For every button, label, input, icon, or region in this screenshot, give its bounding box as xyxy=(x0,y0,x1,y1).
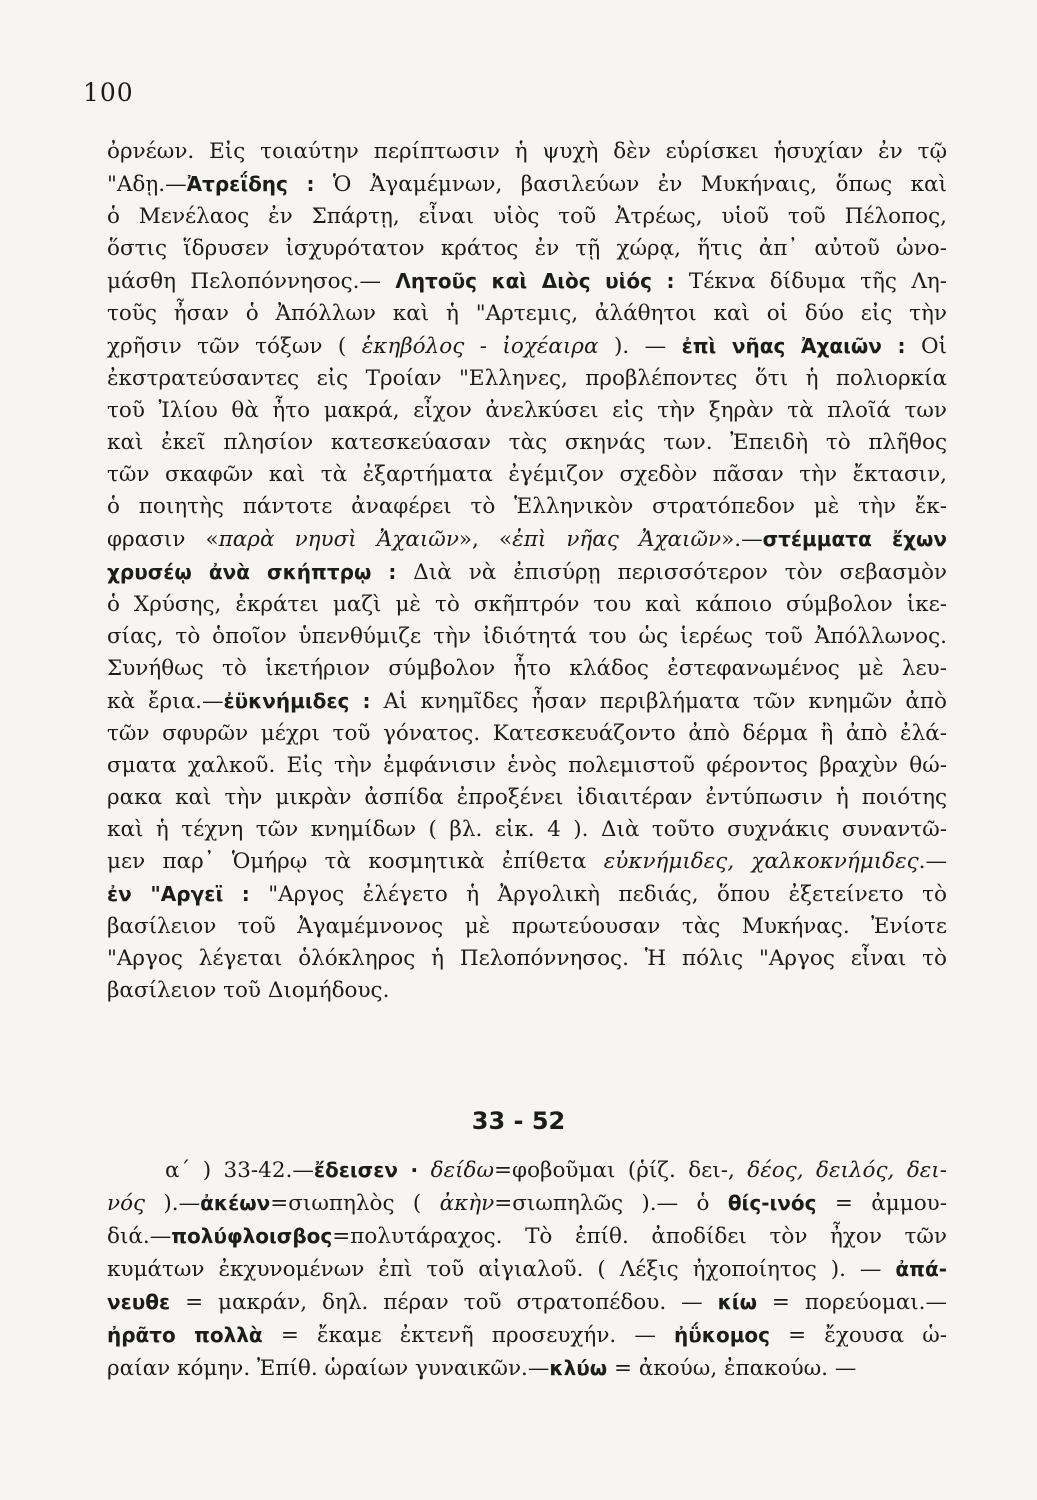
text-run: τοῦ Ἰλίου θὰ ἦτο μακρά, εἶχον ἀνελκύσει εἰς τὴν ξηρὰν τὰ πλοῖά των xyxy=(107,398,947,423)
text-run: = πορεύομαι.— xyxy=(756,1290,947,1315)
italic-phrase: ἐπὶ νῆας Ἀχαιῶν xyxy=(512,527,722,552)
text-line xyxy=(107,846,947,878)
text-run: =σιωπηλὸς ( xyxy=(270,1191,440,1216)
text-run: φρασιν « xyxy=(107,527,219,552)
text-run: καὶ ἡ τέχνη τῶν κνημίδων ( βλ. εἰκ. 4 ). Διὰ τοῦτο συχνάκις συναντῶ- xyxy=(107,817,947,842)
text-line xyxy=(107,782,947,814)
lemma-term: κίω xyxy=(717,1290,757,1314)
text-run: σματα χαλκοῦ. Εἰς τὴν ἐμφάνισιν ἑνὸς πολεμιστοῦ φέροντος βραχὺν θώ- xyxy=(107,753,947,778)
text-run: διά.— xyxy=(107,1224,172,1249)
text-line xyxy=(107,975,947,1007)
text-line xyxy=(107,201,947,233)
text-run: =φοβοῦμαι (ῥίζ. δει-, xyxy=(494,1158,748,1183)
text-run: = ἀκούω, ἐπακούω. — xyxy=(607,1356,857,1381)
text-line xyxy=(107,943,947,975)
section-heading: 33 - 52 xyxy=(471,1107,566,1135)
italic-phrase: παρὰ νηυσὶ Ἀχαιῶν xyxy=(218,527,459,552)
text-run: Οἱ xyxy=(905,334,947,359)
italic-phrase: νός xyxy=(107,1191,146,1216)
text-run: ραίαν κόμην. Ἐπίθ. ὡραίων γυναικῶν.— xyxy=(107,1356,550,1381)
text-line xyxy=(107,814,947,846)
text-run: =σιωπηλῶς ).— ὁ xyxy=(494,1191,728,1216)
text-run: τῶν σφυρῶν μέχρι τοῦ γόνατος. Κατεσκευάζοντο ἀπὸ δέρμα ἢ ἀπὸ ἐλά- xyxy=(107,721,947,746)
text-run: ὁ Χρύσης, ἐκράτει μαζὶ μὲ τὸ σκῆπτρόν του καὶ κάποιο σύμβολον ἱκε- xyxy=(107,592,947,617)
text-line xyxy=(107,1154,947,1187)
italic-phrase: δέος, δειλός, δει- xyxy=(747,1158,947,1183)
text-line xyxy=(107,459,947,491)
text-run: ὁ ποιητὴς πάντοτε ἀναφέρει τὸ Ἑλληνικὸν στρατόπεδον μὲ τὴν ἔκ- xyxy=(107,494,947,519)
text-run: ). — xyxy=(598,334,682,359)
text-run: ».— xyxy=(721,527,763,552)
text-run: βασίλειον τοῦ Διομήδους. xyxy=(107,978,390,1003)
text-run: ὀρνέων. Εἰς τοιαύτην περίπτωσιν ἡ ψυχὴ δὲν εὑρίσκει ἡσυχίαν ἐν τῷ xyxy=(107,139,947,164)
text-line xyxy=(107,330,947,363)
text-run: ).— xyxy=(145,1191,201,1216)
lemma-term: ἔδεισεν · xyxy=(313,1158,419,1182)
text-line xyxy=(107,621,947,653)
text-line xyxy=(107,265,947,298)
lemma-term: νευθε xyxy=(107,1290,171,1314)
text-line xyxy=(107,523,947,556)
commentary-paragraph-1 xyxy=(107,136,947,1007)
lemma-term: ἐϋκνήμιδες : xyxy=(223,689,371,713)
text-run: χρῆσιν τῶν τόξων ( xyxy=(107,334,362,359)
text-line xyxy=(107,1286,947,1319)
italic-phrase: εὐκνήμιδες, χαλκοκνήμιδες xyxy=(603,849,919,874)
text-line xyxy=(107,589,947,621)
text-run: », « xyxy=(458,527,513,552)
text-run: Ὁ Ἀγαμέμνων, βασιλεύων ἐν Μυκήναις, ὅπως καὶ xyxy=(314,172,947,197)
text-run: Διὰ νὰ ἐπισύρῃ περισσότερον τὸν σεβασμὸν xyxy=(396,560,947,585)
text-line xyxy=(107,491,947,523)
text-run: Αἱ κνημῖδες ἦσαν περιβλήματα τῶν κνημῶν ἀπὸ xyxy=(370,689,947,714)
text-run xyxy=(418,1158,430,1183)
text-run: σίας, τὸ ὁποῖον ὑπενθύμιζε τὴν ἰδιότητά του ὡς ἱερέως τοῦ Ἀπόλλωνος. xyxy=(107,624,947,649)
text-run: α΄ ) 33-42.— xyxy=(165,1158,314,1183)
text-line xyxy=(107,653,947,685)
text-run: καὶ ἐκεῖ πλησίον κατεσκεύασαν τὰς σκηνάς των. Ἐπειδὴ τὸ πλῆθος xyxy=(107,430,947,455)
commentary-paragraph-2 xyxy=(107,1154,947,1385)
lemma-term: πολύφλοισβος xyxy=(171,1224,333,1248)
italic-phrase: ἑκηβόλος - ἰοχέαιρα xyxy=(361,334,599,359)
lemma-term: κλύω xyxy=(549,1356,608,1380)
text-run: = ἔκαμε ἐκτενῆ προσευχήν. — xyxy=(262,1323,674,1348)
text-run: μεν παρ᾽ Ὁμήρῳ τὰ κοσμητικὰ ἐπίθετα xyxy=(107,849,604,874)
text-run: = ἀμμου- xyxy=(816,1191,947,1216)
text-line xyxy=(107,1187,947,1220)
text-line xyxy=(107,685,947,718)
lemma-term: ἀκέων xyxy=(200,1191,271,1215)
text-line xyxy=(107,233,947,265)
text-line xyxy=(107,168,947,201)
text-line xyxy=(107,556,947,589)
lemma-term: ἐν "Αργεϊ : xyxy=(107,882,250,906)
text-run: Τέκνα δίδυμα τῆς Λη- xyxy=(674,269,947,294)
text-line xyxy=(107,1253,947,1286)
text-line xyxy=(107,136,947,168)
lemma-term: ἠΰκομος xyxy=(674,1323,771,1347)
text-run: ὁ Μενέλαος ἐν Σπάρτῃ, εἶναι υἱὸς τοῦ Ἀτρέως, υἱοῦ τοῦ Πέλοπος, xyxy=(107,204,947,229)
text-line xyxy=(107,298,947,330)
text-run: = μακράν, δηλ. πέραν τοῦ στρατοπέδου. — xyxy=(170,1290,718,1315)
text-line xyxy=(107,878,947,911)
lemma-term: Λητοῦς καὶ Διὸς υἱός : xyxy=(395,269,675,293)
text-run: "Αργος ἐλέγετο ἡ Ἀργολικὴ πεδιάς, ὅπου ἐξετείνετο τὸ xyxy=(249,882,947,907)
text-line xyxy=(107,911,947,943)
italic-phrase: ἀκὴν xyxy=(439,1191,495,1216)
text-run: ὅστις ἵδρυσεν ἰσχυρότατον κράτος ἐν τῇ χώρᾳ, ἥτις ἀπ᾽ αὐτοῦ ὠνο- xyxy=(107,236,947,261)
lemma-term: Ἀτρεΐδης : xyxy=(186,172,315,196)
lemma-term: χρυσέῳ ἀνὰ σκήπτρῳ : xyxy=(107,560,397,584)
text-run: "Αργος λέγεται ὁλόκληρος ἡ Πελοπόννησος. Ἡ πόλις "Αργος εἶναι τὸ xyxy=(107,946,947,971)
lemma-term: ἐπὶ νῆας Ἀχαιῶν : xyxy=(681,334,906,358)
text-run: =πολυτάραχος. Τὸ ἐπίθ. ἀποδίδει τὸν ἦχον τῶν xyxy=(332,1224,947,1249)
lemma-term: ἀπά- xyxy=(895,1257,947,1281)
text-run: ἐκστρατεύσαντες εἰς Τροίαν "Ελληνες, προβλέποντες ὅτι ἡ πολιορκία xyxy=(107,366,947,391)
lemma-term: στέμματα ἔχων xyxy=(762,527,947,551)
lemma-term: ἠρᾶτο πολλὰ xyxy=(107,1323,263,1347)
text-run: Συνήθως τὸ ἱκετήριον σύμβολον ἦτο κλάδος ἐστεφανωμένος μὲ λευ- xyxy=(107,656,947,681)
lemma-term: θίς-ινός xyxy=(727,1191,817,1215)
text-line xyxy=(107,1220,947,1253)
text-line xyxy=(107,363,947,395)
text-line xyxy=(107,718,947,750)
page-number: 100 xyxy=(83,78,134,107)
text-line xyxy=(107,1319,947,1352)
text-line xyxy=(107,750,947,782)
text-run: = ἔχουσα ὡ- xyxy=(770,1323,947,1348)
italic-phrase: δείδω xyxy=(430,1158,495,1183)
text-line xyxy=(107,1352,947,1385)
text-run: .— xyxy=(918,849,947,874)
text-run: ρακα καὶ τὴν μικρὰν ἀσπίδα ἐπροξένει ἰδιαιτέραν ἐντύπωσιν ἡ ποιότης xyxy=(107,785,947,810)
text-run: τοῦς ἦσαν ὁ Ἀπόλλων καὶ ἡ "Αρτεμις, ἀλάθητοι καὶ οἱ δύο εἰς τὴν xyxy=(107,301,947,326)
text-run: κυμάτων ἐκχυνομένων ἐπὶ τοῦ αἰγιαλοῦ. ( Λέξις ἠχοποίητος ). — xyxy=(107,1257,896,1282)
text-run: βασίλειον τοῦ Ἀγαμέμνονος μὲ πρωτεύουσαν τὰς Μυκήνας. Ἐνίοτε xyxy=(107,914,947,939)
text-run: "Αδῃ.— xyxy=(107,172,187,197)
text-run: τῶν σκαφῶν καὶ τὰ ἐξαρτήματα ἐγέμιζον σχεδὸν πᾶσαν τὴν ἔκτασιν, xyxy=(107,462,947,487)
text-run: κὰ ἔρια.— xyxy=(107,689,224,714)
text-run: μάσθη Πελοπόννησος.— xyxy=(107,269,396,294)
text-line xyxy=(107,395,947,427)
text-line xyxy=(107,427,947,459)
